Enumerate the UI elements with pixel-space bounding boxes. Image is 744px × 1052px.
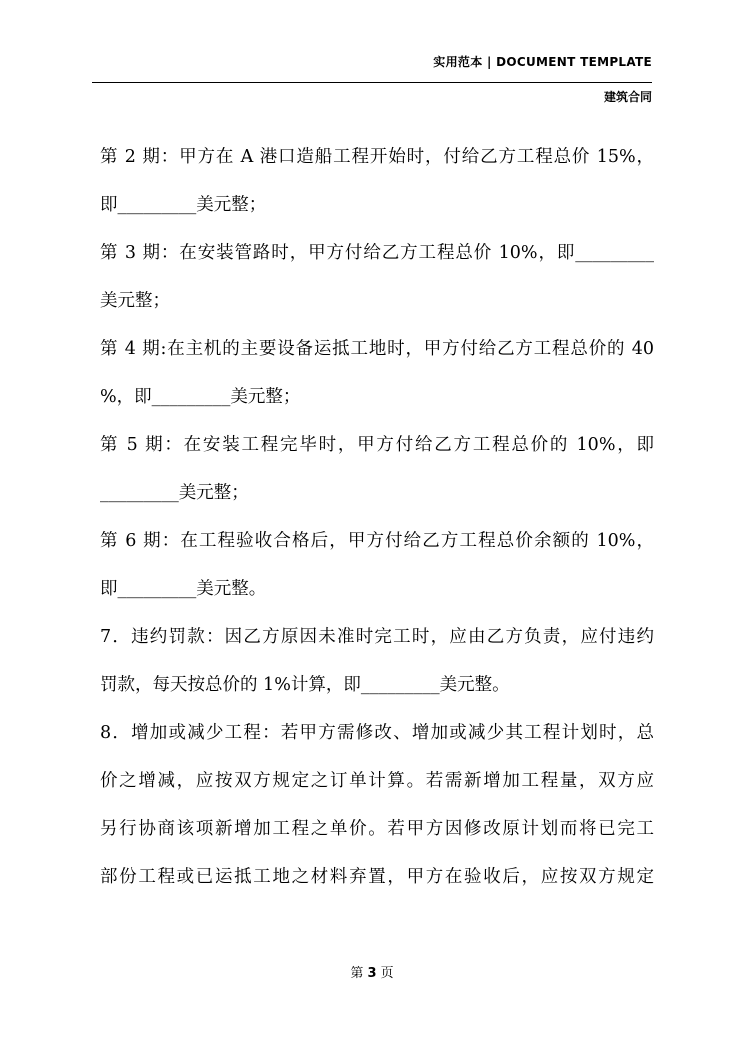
header-subtitle: 建筑合同 [603,90,652,104]
body-line-11: 7．违约罚款：因乙方原因未准时完工时，应由乙方负责，应付违约 [100,627,654,647]
body-line-6: %，即_________美元整； [100,387,301,407]
body-line-14: 价之增减，应按双方规定之订单计算。若需新增加工程量，双方应 [100,771,654,791]
body-line-10: 即_________美元整。 [100,579,267,599]
body-line-5: 第 4 期:在主机的主要设备运抵工地时，甲方付给乙方工程总价的 40 [100,339,654,359]
body-line-7: 第 5 期：在安装工程完毕时，甲方付给乙方工程总价的 10%，即 [100,435,654,455]
body-line-16: 部份工程或已运抵工地之材料弃置，甲方在验收后，应按双方规定 [100,867,654,887]
body-line-4: 美元整； [100,291,170,311]
header-title: 实用范本 | DOCUMENT TEMPLATE [433,55,652,69]
document-body [100,140,654,908]
footer-suffix: 页 [380,966,394,981]
body-line-8: _________美元整； [100,483,249,503]
body-line-15: 另行协商该项新增加工程之单价。若甲方因修改原计划而将已完工 [100,819,654,839]
body-line-2: 即_________美元整； [100,195,267,215]
page-number: 3 [367,966,377,981]
footer-prefix: 第 [350,966,364,981]
body-line-9: 第 6 期：在工程验收合格后，甲方付给乙方工程总价余额的 10%， [100,531,654,551]
header-divider [92,82,652,83]
body-line-13: 8．增加或减少工程：若甲方需修改、增加或减少其工程计划时，总 [100,723,654,743]
body-line-12: 罚款，每天按总价的 1%计算，即_________美元整。 [100,675,510,695]
page-footer [0,962,744,981]
body-line-1: 第 2 期：甲方在 A 港口造船工程开始时，付给乙方工程总价 15%， [100,147,654,167]
body-line-3: 第 3 期：在安装管路时，甲方付给乙方工程总价 10%，即_________ [100,243,654,263]
